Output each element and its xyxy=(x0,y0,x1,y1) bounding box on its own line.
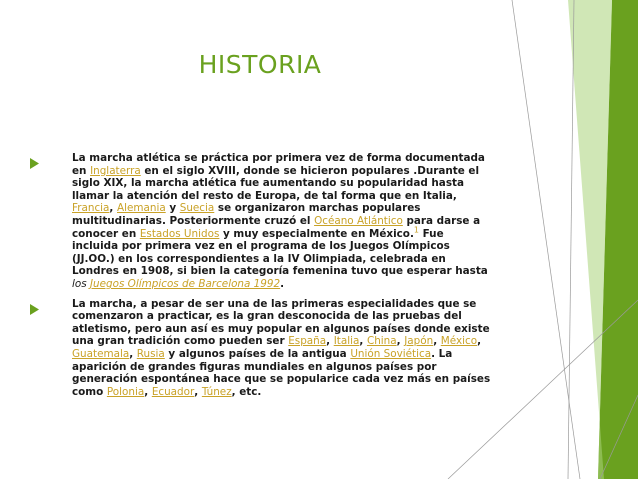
text-run: y muy especialmente en México. xyxy=(219,227,414,240)
history-paragraph-1 xyxy=(72,152,492,291)
text-run: , xyxy=(359,335,367,348)
text-run: La marcha, a pesar de ser una de las primeras especialidades que se comenzaron a practicar, es la gran desconocida de las pruebas del atletismo, pero aun así es muy popular en algunos países donde existe una gran tradición como pueden ser xyxy=(72,297,490,348)
wiki-link[interactable]: Ecuador xyxy=(151,385,195,398)
wiki-link[interactable]: Túnez xyxy=(201,385,232,398)
history-paragraph-2 xyxy=(72,298,492,399)
bullet-item xyxy=(30,298,492,399)
text-run: los xyxy=(72,277,90,290)
triangle-arrow-icon xyxy=(30,298,72,319)
text-run: se organizaron marchas populares multitudinarias. Posteriormente cruzó el xyxy=(72,202,421,227)
wiki-link[interactable]: Estados Unidos xyxy=(139,227,220,240)
wiki-link[interactable]: Océano Atlántico xyxy=(314,214,403,227)
wiki-link[interactable]: Guatemala xyxy=(72,347,130,360)
bullet-list xyxy=(30,152,492,405)
text-run: , xyxy=(433,335,441,348)
slide-title: HISTORIA xyxy=(198,50,322,79)
footnote-ref[interactable]: 1 xyxy=(413,225,419,235)
text-run: , xyxy=(129,347,137,360)
deco-line xyxy=(568,0,574,479)
text-run: , xyxy=(326,335,334,348)
wiki-link[interactable]: Juegos Olímpicos de Barcelona 1992 xyxy=(89,277,281,290)
text-run: y algunos países de la antigua xyxy=(164,347,351,360)
wiki-link[interactable]: Francia xyxy=(72,202,110,215)
text-run: y xyxy=(165,202,180,215)
wiki-link[interactable]: China xyxy=(366,335,397,348)
text-run: La marcha atlética se práctica por primera vez de forma documentada en xyxy=(72,152,485,177)
text-run: en el siglo XVIII, donde se hicieron populares .Durante el siglo XIX, la marcha atlética fue aumentando su popularidad hasta llamar la atención del resto de Europa, de tal forma que en Italia, xyxy=(72,164,480,202)
wiki-link[interactable]: Italia xyxy=(333,335,360,348)
text-run: , xyxy=(396,335,405,348)
wiki-link[interactable]: España xyxy=(288,335,327,348)
wiki-link[interactable]: Unión Soviética xyxy=(350,347,432,360)
text-run: para darse a conocer en xyxy=(72,214,481,240)
text-run: , xyxy=(477,335,482,348)
wiki-link[interactable]: Alemania xyxy=(117,202,166,215)
text-run: , etc. xyxy=(231,385,262,398)
text-run: . La aparición de grandes figuras mundiales en algunos países por generación espontánea hace que se popularice cada vez más en países como xyxy=(72,347,491,398)
wiki-link[interactable]: Japón xyxy=(404,335,434,348)
bullet-item xyxy=(30,152,492,291)
deco-line xyxy=(512,0,580,479)
text-run: , xyxy=(144,385,152,398)
triangle-arrow-icon xyxy=(30,152,72,173)
wiki-link[interactable]: Inglaterra xyxy=(90,164,141,177)
wiki-link[interactable]: Polonia xyxy=(106,385,145,398)
wiki-link[interactable]: Suecia xyxy=(179,202,215,215)
text-run: Fue incluida por primera vez en el programa de los Juegos Olímpicos (JJ.OO.) en los correspondientes a la IV Olimpiada, celebrada en Londres en 1908, si bien la categoría femenina tuvo que esperar hasta xyxy=(72,227,488,278)
text-run: , xyxy=(109,202,117,215)
text-run: . xyxy=(280,277,285,290)
wiki-link[interactable]: Rusia xyxy=(136,347,165,360)
wiki-link[interactable]: México xyxy=(440,335,478,348)
text-run: , xyxy=(194,385,202,398)
